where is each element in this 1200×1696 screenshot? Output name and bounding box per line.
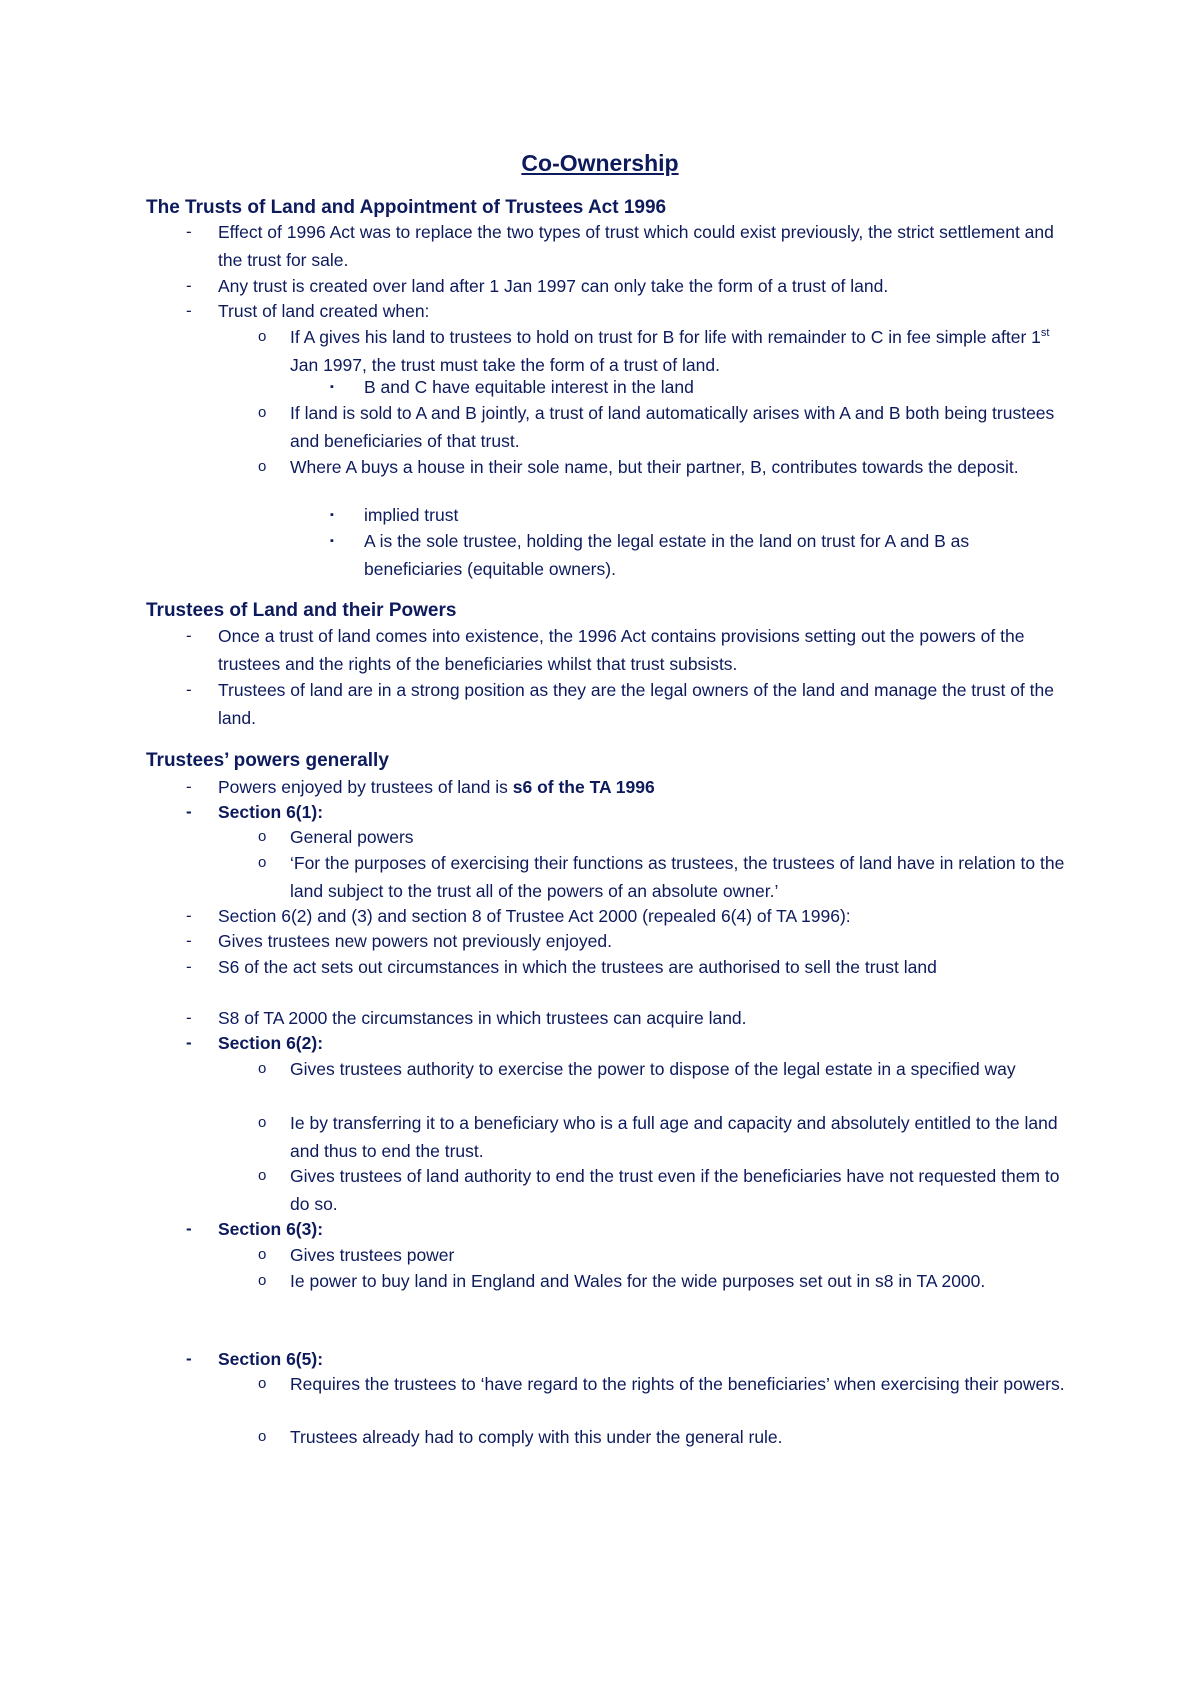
circle-bullet: o (258, 1060, 267, 1077)
section-heading-tolata: The Trusts of Land and Appointment of Trustees Act 1996 (146, 197, 667, 218)
list-item: Gives trustees authority to exercise the power to dispose of the legal estate in a specified way (290, 1059, 1016, 1079)
dash-bullet: - (186, 1349, 192, 1368)
list-item: Trustees already had to comply with this under the general rule. (290, 1427, 783, 1447)
dash-bullet: - (186, 931, 192, 950)
dash-bullet: - (186, 957, 192, 976)
circle-bullet: o (258, 1114, 267, 1131)
dash-bullet: - (186, 222, 192, 241)
circle-bullet: o (258, 1246, 267, 1263)
dash-bullet: - (186, 276, 192, 295)
dash-bullet: - (186, 301, 192, 320)
circle-bullet: o (258, 328, 267, 345)
list-item: Section 6(5): (218, 1349, 324, 1369)
list-item: Once a trust of land comes into existence, the 1996 Act contains provisions setting out the powers of the trustees and the rights of the beneficiaries whilst that trust subsists. (218, 626, 1025, 674)
section-heading-powers-generally: Trustees’ powers generally (146, 750, 389, 771)
section-heading-trustees-powers: Trustees of Land and their Powers (146, 600, 457, 621)
circle-bullet: o (258, 854, 267, 871)
circle-bullet: o (258, 828, 267, 845)
list-item: Gives trustees of land authority to end the trust even if the beneficiaries have not requested them to do so. (290, 1166, 1060, 1214)
list-item: General powers (290, 827, 414, 847)
list-item: If land is sold to A and B jointly, a trust of land automatically arises with A and B both being trustees and beneficiaries of that trust. (290, 403, 1055, 451)
list-item: Powers enjoyed by trustees of land is s6 of the TA 1996 (218, 777, 655, 797)
list-item: If A gives his land to trustees to hold on trust for B for life with remainder to C in fee simple after 1st Jan 1997, the trust must take the form of a trust of land. (290, 327, 1050, 375)
dash-bullet: - (186, 906, 192, 925)
list-item: Section 6(2) and (3) and section 8 of Trustee Act 2000 (repealed 6(4) of TA 1996): (218, 906, 851, 926)
list-item: Any trust is created over land after 1 Jan 1997 can only take the form of a trust of land. (218, 276, 889, 296)
list-item: A is the sole trustee, holding the legal estate in the land on trust for A and B as beneficiaries (equitable owners). (364, 531, 970, 579)
square-bullet: ▪ (330, 381, 334, 393)
list-item: Gives trustees new powers not previously enjoyed. (218, 931, 612, 951)
list-item: Requires the trustees to ‘have regard to the rights of the beneficiaries’ when exercising their powers. (290, 1374, 1065, 1394)
square-bullet: ▪ (330, 535, 334, 547)
circle-bullet: o (258, 1167, 267, 1184)
page-title: Co-Ownership (521, 150, 679, 176)
superscript: st (1040, 327, 1050, 340)
circle-bullet: o (258, 404, 267, 421)
list-item: Trust of land created when: (218, 301, 430, 321)
list-item: Ie power to buy land in England and Wales for the wide purposes set out in s8 in TA 2000. (290, 1271, 986, 1291)
circle-bullet: o (258, 1272, 267, 1289)
list-item: Where A buys a house in their sole name, but their partner, B, contributes towards the deposit. (290, 457, 1019, 477)
dash-bullet: - (186, 1008, 192, 1027)
list-item: Trustees of land are in a strong position as they are the legal owners of the land and manage the trust of the land. (218, 680, 1054, 728)
list-item: Section 6(1): (218, 802, 324, 822)
list-item: B and C have equitable interest in the land (364, 377, 694, 397)
circle-bullet: o (258, 458, 267, 475)
circle-bullet: o (258, 1375, 267, 1392)
list-item: S8 of TA 2000 the circumstances in which trustees can acquire land. (218, 1008, 747, 1028)
dash-bullet: - (186, 1033, 192, 1052)
list-item: Section 6(3): (218, 1219, 324, 1239)
list-item: S6 of the act sets out circumstances in which the trustees are authorised to sell the trust land (218, 957, 937, 977)
dash-bullet: - (186, 777, 192, 796)
square-bullet: ▪ (330, 509, 334, 521)
list-item: Effect of 1996 Act was to replace the two types of trust which could exist previously, the strict settlement and the trust for sale. (218, 222, 1054, 270)
dash-bullet: - (186, 626, 192, 645)
dash-bullet: - (186, 802, 192, 821)
dash-bullet: - (186, 1219, 192, 1238)
list-item: ‘For the purposes of exercising their functions as trustees, the trustees of land have in relation to the land subject to the trust all of the powers of an absolute owner.’ (290, 853, 1065, 901)
list-item: Ie by transferring it to a beneficiary who is a full age and capacity and absolutely entitled to the land and thus to end the trust. (290, 1113, 1058, 1161)
dash-bullet: - (186, 680, 192, 699)
list-item: Gives trustees power (290, 1245, 455, 1265)
circle-bullet: o (258, 1428, 267, 1445)
list-item: Section 6(2): (218, 1033, 324, 1053)
list-item: implied trust (364, 505, 459, 525)
